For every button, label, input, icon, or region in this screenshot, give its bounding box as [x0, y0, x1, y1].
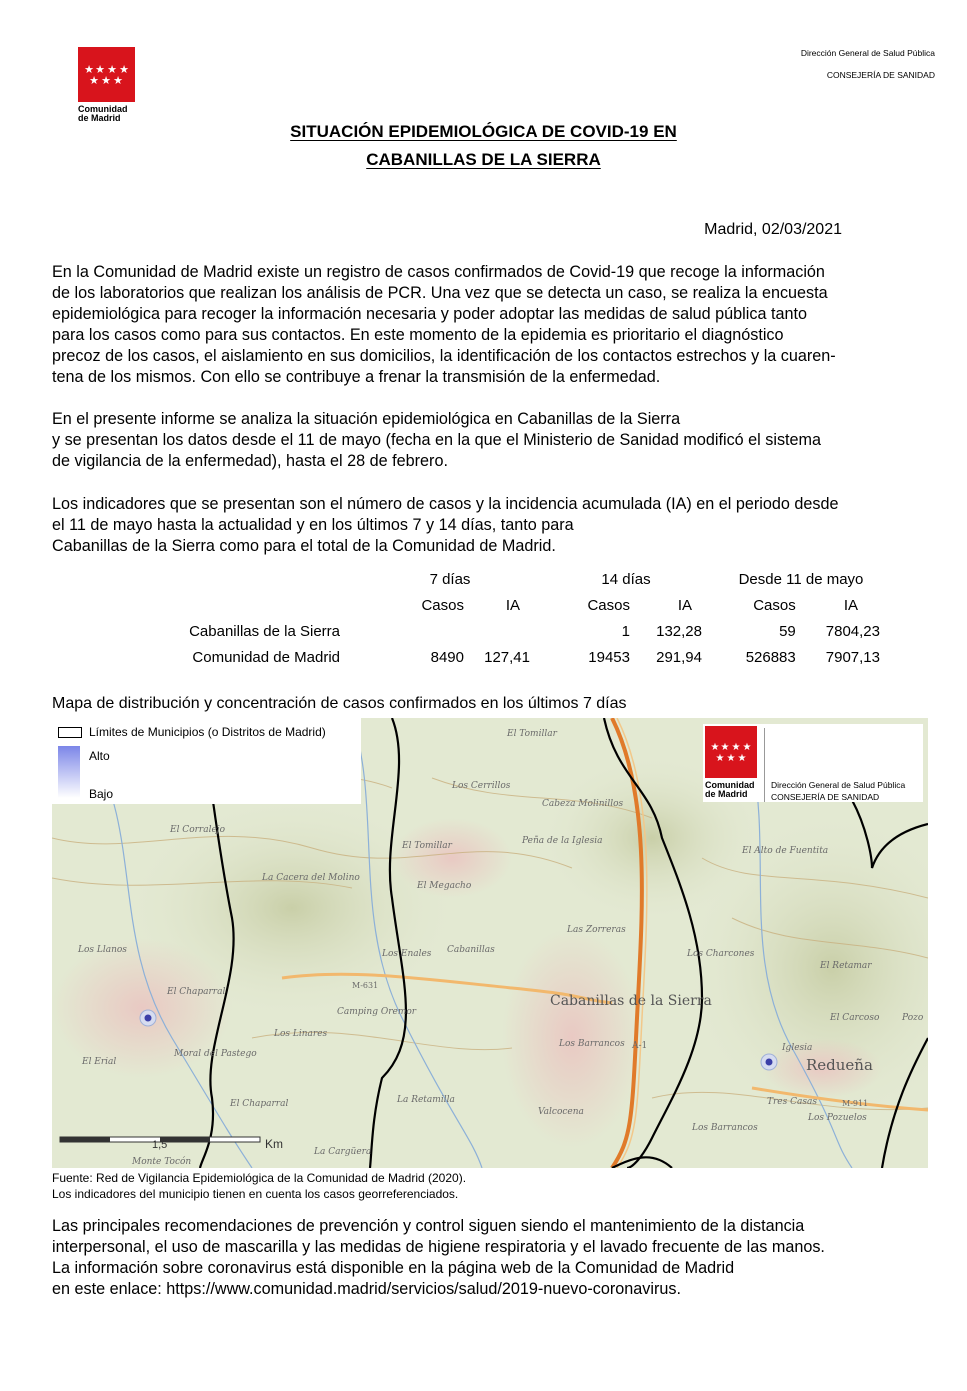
place-label: Cabanillas: [447, 945, 495, 955]
logo-line1: Comunidad: [78, 104, 128, 114]
place-label: Pozo: [902, 1013, 924, 1023]
place-label: La Retamilla: [397, 1095, 455, 1105]
town-label: Redueña: [806, 1056, 873, 1074]
place-label: Los Charcones: [687, 949, 755, 959]
heat-point: [766, 1059, 773, 1066]
place-label: Camping Oremor: [337, 1007, 417, 1017]
logo-stars-icon: [705, 726, 757, 778]
svg-text:★: ★: [89, 74, 99, 87]
text-line: Cabanillas de la Sierra como para el total de la Comunidad de Madrid.: [52, 537, 556, 555]
text-line: y se presentan los datos desde el 11 de mayo (fecha en la que el Ministerio de Sanidad modificó el sistema: [52, 431, 822, 449]
place-label: Los Linares: [274, 1029, 328, 1039]
svg-text:★: ★: [731, 742, 741, 753]
place-label: La Cacera del Molino: [262, 873, 360, 883]
svg-text:★: ★: [742, 742, 752, 753]
place-label: Los Cerrillos: [452, 781, 511, 791]
text-line: tena de los mismos. Con ello se contribuye a frenar la transmisión de la enfermedad.: [52, 368, 661, 386]
org-name: Dirección General de Salud Pública: [800, 48, 935, 58]
svg-text:★: ★: [726, 753, 736, 764]
georef-note: Los indicadores del municipio tienen en cuenta los casos georreferenciados.: [52, 1187, 459, 1201]
svg-text:★: ★: [84, 63, 94, 76]
svg-text:★: ★: [107, 63, 117, 76]
indicators-paragraph: [52, 494, 952, 557]
place-label: El Chaparral: [230, 1099, 289, 1109]
indicators-table: [160, 566, 890, 670]
svg-text:★: ★: [101, 74, 111, 87]
map-logo-org2: CONSEJERÍA DE SANIDAD: [771, 792, 880, 802]
place-label: La Cargüera: [314, 1147, 372, 1157]
cell: 7907,13: [825, 648, 880, 666]
info-link[interactable]: en este enlace: https://www.comunidad.madrid/servicios/salud/2019-nuevo-coronavirus.: [52, 1280, 681, 1298]
col-header: IA: [843, 596, 858, 614]
cell: 1: [621, 622, 630, 640]
map-legend: [52, 718, 361, 804]
svg-text:★: ★: [720, 742, 730, 753]
scale-value: 1,5: [152, 1139, 168, 1151]
intro-paragraph: [52, 262, 952, 388]
text-line: epidemiológica para recoger la información necesaria y poder adoptar las medidas de salud pública tanto: [52, 305, 807, 323]
legend-high: Alto: [89, 749, 110, 763]
org-department: CONSEJERÍA DE SANIDAD: [826, 70, 935, 80]
place-label: Los Enales: [382, 949, 432, 959]
place-label: El Erial: [82, 1057, 117, 1067]
map-logo-line2: de Madrid: [705, 789, 748, 799]
table-subheader: [160, 592, 890, 618]
cell: 291,94: [656, 648, 702, 666]
text-line: En el presente informe se analiza la situación epidemiológica en Cabanillas de la Sierra: [52, 410, 681, 428]
scale-unit: Km: [265, 1137, 283, 1151]
map-logo-line1: Comunidad: [705, 780, 755, 790]
place-label: Moral del Pastego: [174, 1049, 257, 1059]
col-header: Casos: [587, 596, 630, 614]
page-title: [0, 118, 967, 174]
cell: 132,28: [656, 622, 702, 640]
group-7-days: 7 días: [429, 570, 471, 588]
place-label: El Megacho: [417, 881, 472, 891]
map-logo-org1: Dirección General de Salud Pública: [771, 780, 906, 790]
place-label: Tres Casas: [767, 1097, 817, 1107]
row-label: Cabanillas de la Sierra: [189, 622, 340, 640]
col-header: IA: [677, 596, 692, 614]
svg-text:★: ★: [119, 63, 129, 76]
distribution-map: [52, 718, 928, 1168]
svg-text:★: ★: [710, 742, 720, 753]
place-label: El Carcoso: [830, 1013, 880, 1023]
road-label: A-1: [632, 1041, 648, 1051]
logo-stars-icon: [78, 47, 135, 102]
place-label: El Alto de Fuentita: [742, 846, 829, 856]
cell: 8490: [430, 648, 464, 666]
table-group-header: [160, 566, 890, 592]
cell: [464, 618, 540, 644]
text-line: La información sobre coronavirus está disponible en la página web de la Comunidad de Madrid: [52, 1259, 735, 1277]
text-line: de vigilancia de la enfermedad), hasta el 28 de febrero.: [52, 452, 448, 470]
place-label: Los Llanos: [78, 945, 127, 955]
place-label: Cabeza Molinillos: [542, 799, 624, 809]
text-line: el 11 de mayo hasta la actualidad y en los últimos 7 y 14 días, tanto para: [52, 516, 574, 534]
cell: 7804,23: [825, 622, 880, 640]
col-header: Casos: [753, 596, 796, 614]
table-row: [160, 618, 890, 644]
text-line: precoz de los casos, el aislamiento en sus domicilios, la identificación de los contactos estrechos y la cuaren-: [52, 347, 836, 365]
text-line: Los indicadores que se presentan son el número de casos y la incidencia acumulada (IA) en el periodo desde: [52, 495, 839, 513]
row-label: Comunidad de Madrid: [192, 648, 340, 666]
cell: 19453: [588, 648, 630, 666]
place-label: El Tomillar: [507, 729, 557, 739]
text-line: para los casos como para sus contactos. En este momento de la epidemia es prioritario el diagnóstico: [52, 326, 784, 344]
road-label: M-631: [352, 981, 379, 990]
title-line2: CABANILLAS DE LA SIERRA: [366, 150, 601, 169]
source-note: Fuente: Red de Vigilancia Epidemiológica de la Comunidad de Madrid (2020).: [52, 1171, 467, 1185]
col-header: IA: [505, 596, 520, 614]
town-label: Cabanillas de la Sierra: [550, 993, 712, 1009]
cell: 127,41: [484, 648, 530, 666]
text-line: de los laboratorios que realizan los análisis de PCR. Una vez que se detecta un caso, se realiza la encuesta: [52, 284, 828, 302]
boundary-swatch-icon: [58, 727, 82, 738]
map-caption: Mapa de distribución y concentración de casos confirmados en los últimos 7 días: [52, 695, 627, 712]
place-label: Monte Tocón: [132, 1157, 192, 1167]
place-label: Los Barrancos: [559, 1039, 625, 1049]
map-logo: [703, 724, 923, 802]
gradient-swatch-icon: [58, 746, 80, 798]
place-label: Peña de la Iglesia: [522, 836, 603, 846]
place-label: Iglesia: [782, 1043, 813, 1053]
place-label: Los Barrancos: [692, 1123, 758, 1133]
scope-paragraph: [52, 409, 952, 472]
text-line: En la Comunidad de Madrid existe un registro de casos confirmados de Covid-19 que recoge la información: [52, 263, 825, 281]
cell: 526883: [745, 648, 796, 666]
group-since-may: Desde 11 de mayo: [738, 570, 864, 588]
road-label: M-911: [842, 1099, 869, 1108]
report-date: Madrid, 02/03/2021: [704, 221, 842, 238]
comunidad-madrid-logo: [78, 47, 135, 123]
legend-low: Bajo: [89, 787, 114, 801]
col-header: Casos: [421, 596, 464, 614]
cell: [360, 618, 464, 644]
text-line: interpersonal, el uso de mascarilla y las medidas de higiene respiratoria y el lavado frecuente de las manos.: [52, 1238, 825, 1256]
cell: 59: [779, 622, 796, 640]
svg-text:★: ★: [715, 753, 725, 764]
heat-point: [145, 1015, 152, 1022]
logo-line2: de Madrid: [78, 113, 121, 123]
place-label: El Corralejo: [170, 825, 225, 835]
svg-text:★: ★: [95, 63, 105, 76]
legend-boundary: Límites de Municipios (o Distritos de Madrid): [89, 725, 326, 739]
place-label: El Retamar: [820, 961, 872, 971]
recommendations-paragraph: [52, 1216, 952, 1300]
place-label: El Chaparral: [167, 987, 226, 997]
place-label: Los Pozuelos: [808, 1113, 867, 1123]
svg-text:★: ★: [113, 74, 123, 87]
text-line: Las principales recomendaciones de prevención y control siguen siendo el mantenimiento de la distancia: [52, 1217, 805, 1235]
svg-text:★: ★: [737, 753, 747, 764]
group-14-days: 14 días: [601, 570, 651, 588]
place-label: Valcocena: [538, 1107, 584, 1117]
place-label: El Tomillar: [402, 841, 452, 851]
table-row: [160, 644, 890, 670]
title-line1: SITUACIÓN EPIDEMIOLÓGICA DE COVID-19 EN: [290, 122, 677, 141]
place-label: Las Zorreras: [567, 925, 626, 935]
